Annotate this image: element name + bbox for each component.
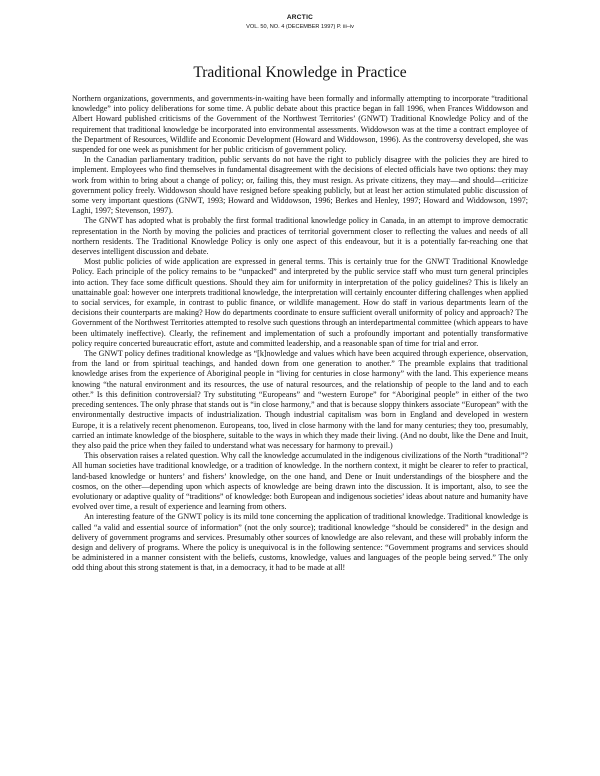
paragraph-6: This observation raises a related question. Why call the knowledge accumulated in the indigenous civilizations of the North “traditional”? All human societies have traditional knowledge, or a tradition of knowledge. In the northern context, it might be clearer to refer to practical, land-based knowledge or hunters’ and fishers’ knowledge, on the one hand, and Dene or Inuit understandings of the biosphere and the cosmos, on the other—depending upon which aspects of knowledge are being drawn into the discussion. It is important, also, to see the evolutionary or adaptive quality of “traditions” of knowledge: both European and indigenous societies’ ideas about nature and humanity have evolved over time, a result of experience and learning from others. <box>72 451 528 512</box>
article-page <box>72 14 528 574</box>
journal-citation: VOL. 50, NO. 4 (DECEMBER 1997) P. iii–iv <box>246 24 354 30</box>
paragraph-2: In the Canadian parliamentary tradition, public servants do not have the right to publicly disagree with the policies they are hired to implement. Employees who find themselves in fundamental disagreement with the decisions of elected officials have two options: they may work from within to bring about a change of policy; or, failing this, they must resign. As private citizens, they may—and should—criticize government policy freely. Widdowson should have resigned before speaking publicly, but at least her action stimulated public discussion of some very important questions (GNWT, 1993; Howard and Widdowson, 1996; Berkes and Henley, 1997; Howard and Widdowson, 1997; Laghi, 1997; Stevenson, 1997). <box>72 155 528 216</box>
article-title: Traditional Knowledge in Practice <box>193 64 407 81</box>
journal-name: ARCTIC <box>286 14 314 21</box>
paragraph-5: The GNWT policy defines traditional knowledge as “[k]nowledge and values which have been acquired through experience, observation, from the land or from spiritual teachings, and handed down from one generation to another.” The preamble explains that traditional knowledge arises from the experience of Aboriginal people in “living for centuries in close harmony” with the land. This experience means knowing “the natural environment and its resources, the use of natural resources, and the relationship of people to the land and to each other.” Is this definition controversial? Try substituting “Europeans” and “western Europe” for “Aboriginal people” in either of the two preceding sentences. The only phrase that stands out is “in close harmony,” and that is because sloppy thinkers associate “European” with the environmentally destructive impacts of industrialization. Though industrial capitalism was born in England and developed in western Europe, it is a relatively recent phenomenon. Europeans, too, lived in close harmony with the land for many centuries; they too, presumably, carried an intimate knowledge of the biosphere, suitable to the ways in which they made their living. (And no doubt, like the Dene and Inuit, they also paid the price when they failed to understand what was necessary for harmony to prevail.) <box>72 349 528 450</box>
paragraph-1: Northern organizations, governments, and governments-in-waiting have been formally and informally attempting to incorporate “traditional knowledge” into policy deliberations for some time. A public debate about this practice began in fall 1996, when Frances Widdowson and Albert Howard published criticisms of the Government of the Northwest Territories’ (GNWT) Traditional Knowledge Policy and of the requirement that traditional knowledge be incorporated into environmental assessments. Widdowson was at the time a contract employee of the Department of Resources, Wildlife and Economic Development (Howard and Widdowson, 1996). As the controversy developed, she was suspended for one week as punishment for her public criticism of government policy. <box>72 94 528 155</box>
article-body <box>72 94 528 574</box>
paragraph-4: Most public policies of wide application are expressed in general terms. This is certainly true for the GNWT Traditional Knowledge Policy. Each principle of the policy remains to be “unpacked” and interpreted by the public service staff who must turn general principles into action. They face some difficult questions. Should they aim for uniformity in interpretation of the policy guidelines? This is likely an unattainable goal: however one interprets traditional knowledge, the interpretation will certainly encounter differing challenges when applied to social services, for example, in contrast to public finance, or wildlife management. How do staff in various departments learn of the decisions their counterparts are making? How do departments coordinate to ensure sufficient overall uniformity of policy and approach? The Government of the Northwest Territories attempted to resolve such questions through an interdepartmental committee (which appears to have been ultimately ineffective). Clearly, the refinement and implementation of such a profoundly important and potentially transformative policy require concerted bureaucratic effort, astute and committed leadership, and a reasonable span of time for trial and error. <box>72 257 528 348</box>
paragraph-3: The GNWT has adopted what is probably the first formal traditional knowledge policy in Canada, in an attempt to improve democratic representation in the North by moving the policies and practices of territorial government closer to reflecting the values and needs of all northern residents. The Traditional Knowledge Policy is only one aspect of this endeavour, but it is a potentially far-reaching one that deserves intelligent discussion and debate. <box>72 216 528 257</box>
paragraph-7: An interesting feature of the GNWT policy is its mild tone concerning the application of traditional knowledge. Traditional knowledge is called “a valid and essential source of information” (not the only source); traditional knowledge “should be considered” in the design and delivery of government programs and services. Presumably other sources of knowledge are also relevant, and these will probably inform the design and delivery of programs. Where the policy is unequivocal is in the following sentence: “Government programs and services should be administered in a manner consistent with the beliefs, customs, knowledge, values and languages of the people being served.” The only odd thing about this strong statement is that, in a democracy, it had to be made at all! <box>72 512 528 573</box>
